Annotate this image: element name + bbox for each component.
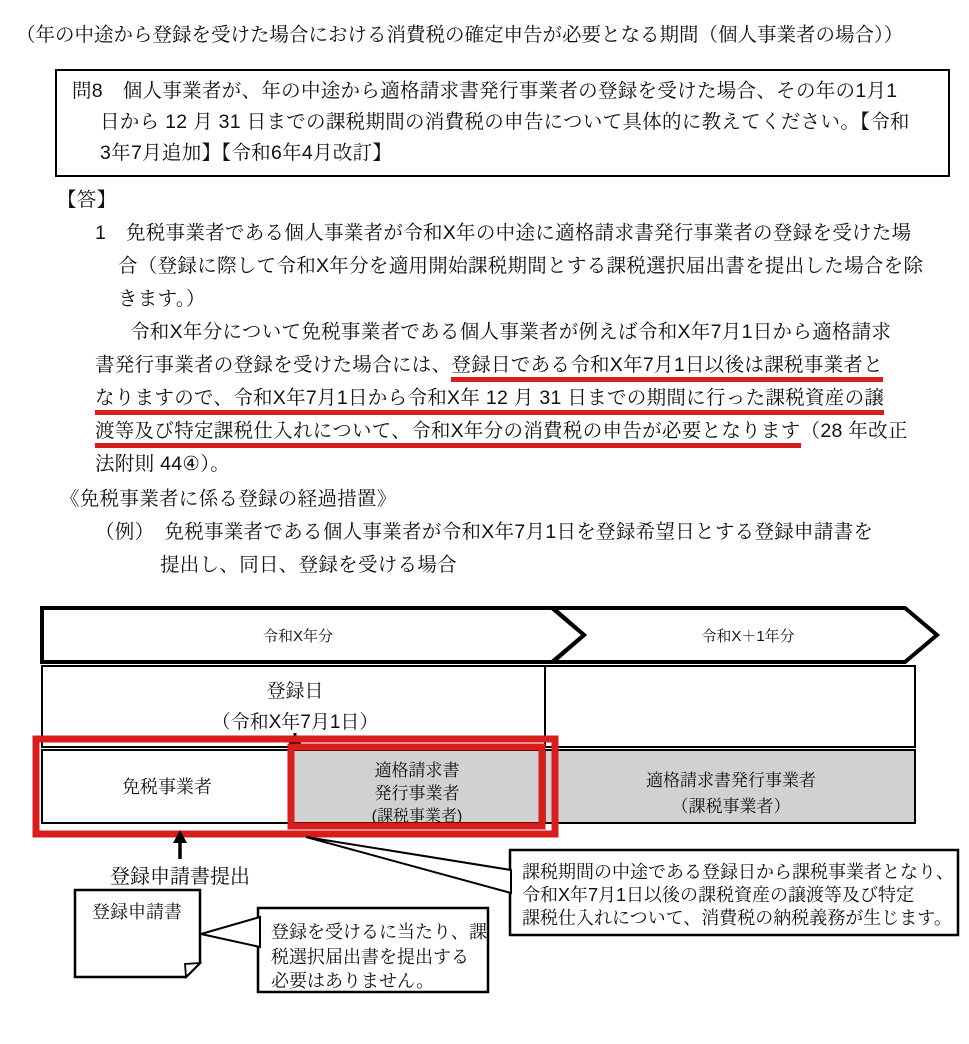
answer-label: 【答】 <box>57 189 117 211</box>
p2-line2-underlined: 登録日である令和X年7月1日以後は課税事業者と <box>451 354 883 382</box>
diagram-canvas <box>0 595 969 1007</box>
document-folded-corner <box>185 963 200 977</box>
timeline-year1-label: 令和X年分 <box>262 628 334 645</box>
qualified-right-line1: 適格請求書発行事業者 <box>646 771 816 790</box>
left-callout-line2: 税選択届出書を提出する <box>271 947 469 967</box>
answer-p1-line1: 1 免税事業者である個人事業者が令和X年の中途に適格請求書発行事業者の登録を受けた場 <box>95 222 912 244</box>
p2-line4-underlined: 渡等及び特定課税仕入れについて、令和X年分の消費税の申告が必要となります <box>95 420 801 448</box>
right-callout-pointer <box>306 837 511 893</box>
p2-line4-plain: （28 年改正 <box>800 420 908 442</box>
registration-date-row <box>42 666 915 747</box>
answer-p2-line5: 法附則 44④）。 <box>95 453 231 475</box>
left-callout-line1: 登録を受けるに当たり、課 <box>271 922 487 942</box>
answer-p2-line3 <box>95 382 969 415</box>
question-line-3: 3年7月追加】【令和6年4月改訂】 <box>100 142 393 164</box>
left-callout-pointer <box>201 917 260 947</box>
right-callout-line2: 令和X年7月1日以後の課税資産の譲渡等及び特定 <box>522 885 915 905</box>
transition-measure-heading: 《免税事業者に係る登録の経過措置》 <box>60 488 397 510</box>
answer-p2-line1: 令和X年分について免税事業者である個人事業者が例えば令和X年7月1日から適格請求 <box>130 321 892 343</box>
qualified-mid-line3: (課税事業者) <box>371 808 463 825</box>
question-line-2: 日から 12 月 31 日までの課税期間の消費税の申告について具体的に教えてください。【令和 <box>100 111 910 133</box>
registration-date-line1: 登録日 <box>266 681 324 702</box>
timeline-diagram <box>0 595 969 1007</box>
qualified-mid-line2: 発行事業者 <box>374 784 460 803</box>
question-box <box>55 69 950 177</box>
right-callout-line1: 課税期間の中途である登録日から課税事業者となり、 <box>522 862 954 882</box>
exempt-business-label: 免税事業者 <box>122 777 212 797</box>
answer-p1-line3: きます。） <box>118 288 206 310</box>
document-subtitle: （年の中途から登録を受けた場合における消費税の確定申告が必要となる期間（個人事業者の場合）） <box>16 24 904 46</box>
right-callout-line3: 課税仕入れについて、消費税の納税義務が生じます。 <box>522 908 952 928</box>
answer-paragraph-1 <box>0 217 969 316</box>
question-line-1: 問8 個人事業者が、年の中途から適格請求書発行事業者の登録を受けた場合、その年の1月1 <box>72 80 898 102</box>
answer-p2-line4 <box>95 415 969 448</box>
qualified-right-line2: （課税事業者） <box>671 797 791 816</box>
answer-p2-line2 <box>95 349 969 382</box>
qualified-mid-line1: 適格請求書 <box>374 761 460 780</box>
document-page <box>0 20 969 1044</box>
example-line2: 提出し、同日、登録を受ける場合 <box>160 554 458 576</box>
left-callout-line3: 必要はありません。 <box>271 971 435 991</box>
document-label: 登録申請書 <box>92 902 182 922</box>
registration-date-line2: （令和X年7月1日） <box>211 712 379 733</box>
p2-line3-underlined: なりますので、令和X年7月1日から令和X年 12 月 31 日までの期間に行った課税資産の譲 <box>95 387 884 415</box>
answer-paragraph-2 <box>0 316 969 481</box>
answer-p1-line2: 合（登録に際して令和X年分を適用開始課税期間とする課税選択届出書を提出した場合を除 <box>118 255 924 277</box>
timeline-year2-label: 令和X＋1年分 <box>701 628 795 645</box>
submit-label: 登録申請書提出 <box>110 866 250 888</box>
example-line1: （例） 免税事業者である個人事業者が令和X年7月1日を登録希望日とする登録申請書を <box>95 521 874 543</box>
p2-line2-plain: 書発行事業者の登録を受けた場合には、 <box>95 354 452 376</box>
